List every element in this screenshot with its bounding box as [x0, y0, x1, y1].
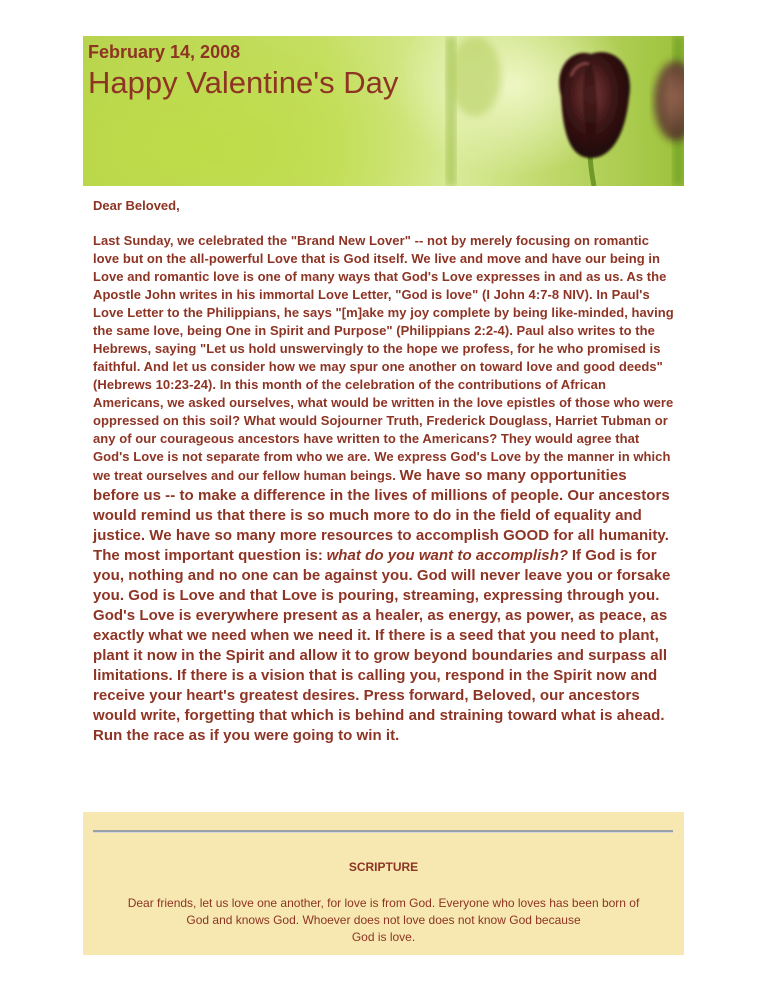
scripture-heading: SCRIPTURE [348, 860, 419, 874]
scripture-box [83, 812, 684, 955]
verse-line: God is love. [351, 930, 416, 944]
letter-text-large-lead: We have so many opportunities before us -- to make a difference in the lives of millions of people. Our ancestors would remind us that there is so much more to do in the field of equality and justice. We have so many more resources to accomplish GOOD for all humanity. The most important question is: [93, 467, 670, 564]
newsletter [83, 36, 684, 756]
salutation: Dear Beloved, [93, 198, 180, 213]
page-title: Happy Valentine's Day [88, 65, 399, 100]
key-question: what do you want to accomplish? [326, 547, 569, 564]
verse-line: Dear friends, let us love one another, for love is from God. Everyone who loves has been born of [127, 896, 640, 910]
header-banner [83, 36, 684, 186]
letter-body [83, 186, 684, 756]
divider [93, 830, 673, 833]
letter-paragraph [93, 232, 674, 746]
letter-text-small: Last Sunday, we celebrated the "Brand New Lover" -- not by merely focusing on romantic love but on the all-powerful Love that is God itself. We live and move and have our being in Love and romantic love is one of many ways that God's Love expresses in and as us. As the Apostle John writes in his immortal Love Letter, "God is love" (I John 4:7-8 NIV). In Paul's Love Letter to the Philippians, he says "[m]ake my joy complete by being like-minded, having the same love, being One in Spirit and Purpose" (Philippians 2:2-4). Paul also writes to the Hebrews, saying "Let us hold unswervingly to the hope we profess, for he who promised is faithful. And let us consider how we may spur one another on toward love and good deeds" (Hebrews 10:23-24). In this month of the celebration of the contributions of African Americans, we asked ourselves, what would be written in the love epistles of those who were oppressed on this soil? What would Sojourner Truth, Frederick Douglass, Harriet Tubman or any of our courageous ancestors have written to the Americans? They would agree that God's Love is not separate from who we are. We express God's Love by the manner in which we treat ourselves and our fellow human beings. [93, 233, 674, 483]
letter-text-large-rest: If God is for you, nothing and no one can be against you. God will never leave you or forsake you. God is Love and that Love is pouring, streaming, expressing through you. God's Love is everywhere present as a healer, as energy, as power, as peace, as exactly what we need when we need it. If there is a seed that you need to plant, plant it now in the Spirit and allow it to grow beyond boundaries and surpass all limitations. If there is a vision that is calling you, respond in the Spirit now and receive your heart's greatest desires. Press forward, Beloved, our ancestors would write, forgetting that which is behind and straining toward what is ahead. Run the race as if you were going to win it. [93, 547, 671, 744]
verse-line: God and knows God. Whoever does not love does not know God because [186, 913, 581, 927]
scripture-verse [103, 895, 664, 946]
issue-date: February 14, 2008 [88, 42, 241, 62]
